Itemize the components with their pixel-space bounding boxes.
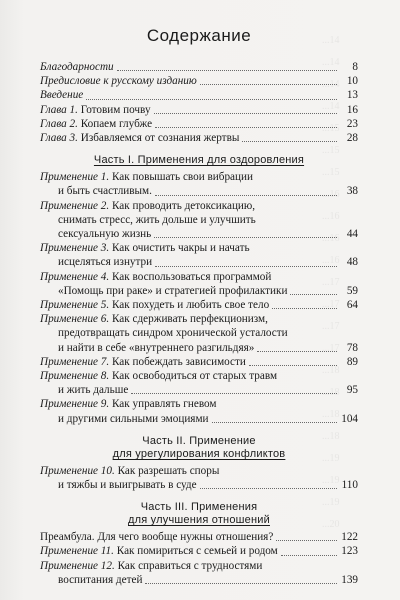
entry-text-part: Преамбула. Для чего вообще нужны отношения? — [40, 531, 274, 544]
entry-label: Применение 6. — [40, 313, 110, 326]
toc-entry[interactable] — [40, 199, 358, 242]
toc-entry-line — [40, 298, 358, 312]
bleed-line: ...17 — [322, 277, 340, 288]
page-number: 122 — [341, 531, 358, 544]
bleed-line: ...17 — [322, 321, 340, 332]
toc-entry[interactable] — [40, 369, 358, 397]
page-title: Содержание — [146, 26, 252, 45]
dot-leader — [272, 308, 337, 309]
dot-leader — [154, 237, 337, 238]
entry-text-part: Как очистить чакры и начать — [109, 242, 250, 255]
bleed-line: ...14 — [322, 57, 340, 68]
toc-entry-chapter-3[interactable]: Глава 3. Избавляемся от сознания жертвы 28 — [40, 132, 358, 145]
bleed-line: ...19 — [322, 453, 340, 464]
toc-entry-preface[interactable]: Предисловие к русскому изданию 10 — [40, 75, 358, 88]
toc-entry-line — [40, 355, 358, 369]
toc-entry[interactable] — [40, 241, 358, 269]
toc-entry-line — [40, 530, 358, 544]
entry-text — [58, 327, 288, 339]
bleed-line: ...17 — [322, 299, 340, 310]
dot-leader — [155, 127, 337, 128]
page-number: 48 — [346, 256, 358, 269]
entry-text — [58, 184, 152, 198]
entry-text — [40, 530, 273, 544]
part-3-heading: Часть III. Применения для улучшения отношений — [128, 501, 270, 527]
page-number: 8 — [352, 61, 358, 73]
page-number: 110 — [341, 479, 358, 492]
bleed-line: ...16 — [322, 189, 340, 200]
toc-entry-line — [40, 383, 358, 397]
entry-label: Применение 12. — [40, 559, 115, 572]
bleed-line: ...16 — [322, 211, 340, 222]
dot-leader — [145, 583, 337, 584]
bleed-line: ...20 — [322, 519, 340, 530]
table-of-contents — [40, 60, 358, 587]
toc-entry-line — [40, 559, 358, 573]
entry-text-part: и найти в себе «внутреннего разгильдяя» — [58, 341, 255, 354]
entry-text — [40, 560, 262, 572]
page-number: 16 — [346, 103, 358, 116]
chapters — [40, 103, 358, 146]
entry-label: Применение 8. — [40, 370, 110, 383]
front-matter — [40, 60, 358, 103]
part-3-entries — [40, 530, 358, 587]
entry-text — [58, 341, 254, 355]
entry-text-part: и быть счастливым. — [58, 185, 152, 198]
toc-entry[interactable] — [40, 312, 358, 355]
page-number: 59 — [346, 284, 358, 297]
dot-leader — [281, 555, 337, 556]
bleed-line: ...15 — [322, 123, 340, 134]
entry-text-part: исцеляться изнутри — [58, 256, 153, 269]
toc-entry-line — [40, 341, 358, 355]
entry-text-part: воспитания детей — [58, 573, 143, 586]
toc-entry-line — [40, 464, 358, 478]
page-number: 64 — [346, 299, 358, 312]
dot-leader — [154, 113, 337, 114]
bleed-line: ...15 — [322, 167, 340, 178]
toc-entry[interactable] — [40, 397, 358, 425]
dot-leader — [212, 422, 337, 423]
part-2-heading: Часть II. Применение для урегулирования конфликтов — [112, 434, 286, 460]
toc-entry-line — [40, 326, 358, 340]
entry-text-part: Как похудеть и любить свое тело — [109, 299, 270, 312]
toc-entry[interactable] — [40, 530, 358, 544]
page-number: 44 — [346, 228, 358, 241]
entry-text — [40, 370, 277, 382]
part-1-heading: Часть I. Применения для оздоровления — [93, 154, 305, 167]
entry-label: Применение 10. — [40, 464, 115, 477]
toc-entry-line — [40, 255, 358, 269]
entry-text — [40, 398, 217, 410]
entry-label: Применение 4. — [40, 270, 110, 283]
toc-entry-chapter-2[interactable]: Глава 2. Копаем глубже 23 — [40, 117, 358, 130]
dot-leader — [117, 70, 337, 71]
entry-label: Применение 2. — [40, 199, 110, 212]
bleed-line: ...18 — [322, 409, 340, 420]
page-number: 139 — [341, 573, 358, 586]
bleed-line: ...16 — [322, 255, 340, 266]
bleed-line: ...17 — [322, 343, 340, 354]
page-number: 13 — [346, 89, 358, 102]
entry-text-part: сексуальную жизнь — [58, 228, 152, 241]
entry-text — [40, 271, 271, 283]
dot-leader — [242, 141, 337, 142]
toc-entry-line — [40, 284, 358, 298]
bleed-line: ...19 — [322, 475, 340, 486]
entry-label: Применение 3. — [40, 242, 110, 255]
entry-text-part: Как побеждать зависимости — [109, 355, 246, 368]
toc-entry[interactable] — [40, 464, 358, 492]
dot-leader — [155, 195, 337, 196]
toc-entry-line — [40, 170, 358, 184]
entry-label: Применение 5. — [40, 299, 110, 312]
toc-entry-line — [40, 478, 358, 492]
entry-text-part: Как проводить детоксикацию, — [109, 199, 256, 212]
page-number: 38 — [346, 185, 358, 198]
entry-text-part: Как воспользоваться программой — [109, 270, 272, 283]
page-number: 123 — [341, 545, 358, 558]
page-number: 104 — [341, 412, 358, 425]
toc-entry[interactable] — [40, 270, 358, 298]
entry-text-part: Как управлять гневом — [109, 398, 217, 411]
entry-text-part: Как сдерживать перфекционизм, — [109, 313, 268, 326]
toc-entry-acknowledgements[interactable]: Благодарности 8 — [40, 61, 358, 73]
toc-entry-introduction[interactable]: Введение 13 — [40, 89, 358, 102]
entry-text — [58, 478, 197, 492]
entry-text-part: предотвращать синдром хронической усталости — [58, 327, 288, 340]
toc-entry[interactable] — [40, 298, 358, 312]
toc-entry-chapter-1[interactable]: Глава 1. Готовим почву 16 — [40, 103, 358, 116]
bleed-line: ...15 — [322, 145, 340, 156]
toc-entry-line — [40, 397, 358, 411]
entry-text-part: «Помощь при раке» и стратегией профилактики — [58, 284, 288, 297]
entry-label: Применение 1. — [40, 171, 110, 184]
entry-label: Применение 9. — [40, 398, 110, 411]
entry-text — [40, 171, 253, 183]
entry-text — [58, 227, 151, 241]
entry-text — [40, 465, 219, 477]
bleed-line: ...18 — [322, 365, 340, 376]
entry-text-part: и другими сильными эмоциями — [58, 412, 209, 425]
toc-content — [40, 26, 358, 587]
entry-text — [40, 298, 269, 312]
entry-text — [58, 214, 256, 226]
toc-entry-line — [40, 544, 358, 558]
bleed-line: ...18 — [322, 431, 340, 442]
page-number: 78 — [346, 341, 358, 354]
toc-entry-line — [40, 412, 358, 426]
part-1-entries — [40, 170, 358, 426]
toc-entry-line — [40, 369, 358, 383]
dot-leader — [257, 351, 337, 352]
toc-entry-line — [40, 227, 358, 241]
toc-entry-line — [40, 312, 358, 326]
entry-text-part: и жить дальше — [58, 384, 129, 397]
toc-entry[interactable] — [40, 355, 358, 369]
entry-text-part: снимать стресс, жить дольше и улучшить — [58, 213, 256, 226]
toc-entry-line — [40, 270, 358, 284]
entry-text-part: Как помириться с семьей и родом — [113, 545, 278, 558]
entry-text-part: и тяжбы и выигрывать в суде — [58, 479, 197, 492]
entry-text — [58, 573, 142, 587]
dot-leader — [200, 84, 337, 85]
bleed-line: ...14 — [322, 79, 340, 90]
toc-entry[interactable] — [40, 544, 358, 558]
dot-leader — [86, 99, 337, 100]
bleed-line: ...18 — [322, 387, 340, 398]
page-number: 95 — [346, 384, 358, 397]
entry-text-part: Как повышать свои вибрации — [109, 171, 253, 184]
toc-entry[interactable] — [40, 170, 358, 198]
entry-text — [40, 242, 250, 254]
dot-leader — [249, 365, 337, 366]
part-2-entries — [40, 464, 358, 492]
bleed-line: ...19 — [322, 497, 340, 508]
entry-text-part: Как справиться с трудностями — [114, 559, 263, 572]
entry-label: Применение 11. — [40, 545, 114, 558]
page-number: 10 — [346, 75, 358, 88]
entry-text-part: Как разрешать споры — [114, 464, 220, 477]
toc-entry-line — [40, 213, 358, 227]
dot-leader — [200, 488, 337, 489]
toc-entry-line — [40, 573, 358, 587]
toc-entry[interactable] — [40, 559, 358, 587]
entry-text-part: Как освободиться от старых травм — [109, 370, 278, 383]
page-number: 23 — [346, 117, 358, 130]
dot-leader — [276, 540, 337, 541]
entry-text — [40, 200, 255, 212]
toc-entry-line — [40, 199, 358, 213]
entry-label: Применение 7. — [40, 355, 110, 368]
entry-text — [58, 284, 287, 298]
entry-text — [40, 355, 246, 369]
dot-leader — [131, 393, 337, 394]
entry-text — [58, 412, 209, 426]
bleed-line: ...16 — [322, 233, 340, 244]
bleed-line: ...14 — [322, 35, 340, 46]
entry-text — [58, 383, 128, 397]
entry-text — [58, 255, 152, 269]
page-number: 28 — [346, 132, 358, 145]
dot-leader — [290, 294, 337, 295]
bleed-line: ...14 — [322, 101, 340, 112]
toc-entry-line — [40, 184, 358, 198]
entry-text — [40, 544, 278, 558]
entry-text — [40, 313, 268, 325]
dot-leader — [155, 266, 337, 267]
toc-entry-line — [40, 241, 358, 255]
page-number: 89 — [346, 355, 358, 368]
